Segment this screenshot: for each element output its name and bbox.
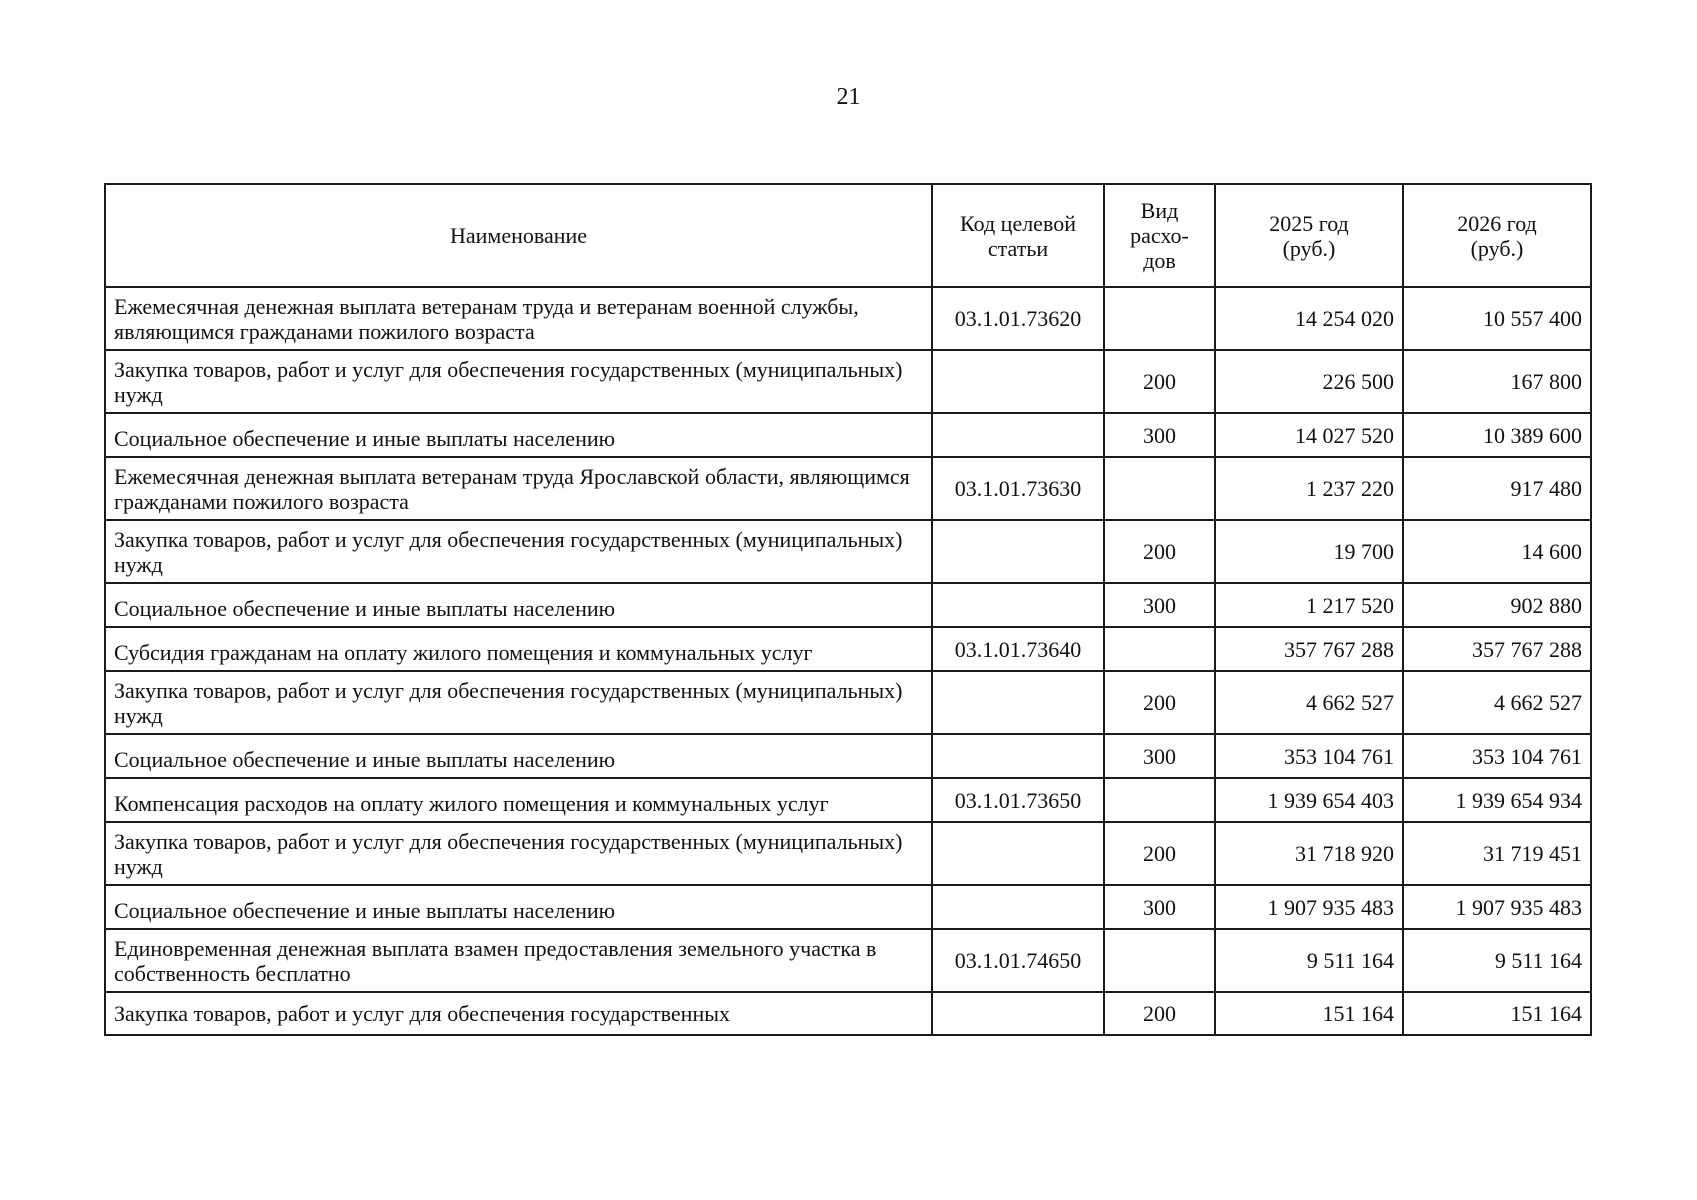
cell-code: [932, 734, 1104, 778]
cell-code: [932, 822, 1104, 885]
cell-2026: 10 389 600: [1403, 413, 1591, 457]
table-row: [105, 583, 1591, 627]
cell-name: Единовременная денежная выплата взамен предоставления земельного участка в собственность бесплатно: [105, 929, 932, 992]
table-row: [105, 627, 1591, 671]
header-type-line-1: Вид: [1140, 198, 1179, 223]
cell-type: 200: [1104, 350, 1215, 413]
table-row: [105, 520, 1591, 583]
cell-2026: 1 907 935 483: [1403, 885, 1591, 929]
cell-type: 200: [1104, 520, 1215, 583]
cell-type: 300: [1104, 734, 1215, 778]
cell-code: [932, 520, 1104, 583]
budget-table: [104, 183, 1592, 1036]
cell-2026: 10 557 400: [1403, 287, 1591, 350]
header-2026-line-2: (руб.): [1470, 235, 1524, 261]
cell-code: 03.1.01.73650: [932, 778, 1104, 822]
cell-2026: 31 719 451: [1403, 822, 1591, 885]
header-type-line-2: расхо-: [1130, 223, 1189, 248]
cell-name: Закупка товаров, работ и услуг для обеспечения государственных (муниципальных) нужд: [105, 822, 932, 885]
header-type-line-3: дов: [1143, 248, 1176, 273]
cell-2025: 19 700: [1215, 520, 1403, 583]
table-header-row: [105, 184, 1591, 287]
cell-2026: 353 104 761: [1403, 734, 1591, 778]
cell-2026: 14 600: [1403, 520, 1591, 583]
cell-name: Закупка товаров, работ и услуг для обеспечения государственных (муниципальных) нужд: [105, 350, 932, 413]
cell-2025: 1 237 220: [1215, 457, 1403, 520]
cell-type: [1104, 929, 1215, 992]
cell-2025: 1 217 520: [1215, 583, 1403, 627]
table-row: [105, 778, 1591, 822]
cell-code: [932, 583, 1104, 627]
header-name-label: Наименование: [449, 223, 588, 248]
cell-2026: 4 662 527: [1403, 671, 1591, 734]
cell-2025: 31 718 920: [1215, 822, 1403, 885]
cell-type: [1104, 778, 1215, 822]
cell-name: Закупка товаров, работ и услуг для обеспечения государственных (муниципальных) нужд: [105, 671, 932, 734]
table-row: [105, 671, 1591, 734]
cell-type: 300: [1104, 583, 1215, 627]
cell-name: Закупка товаров, работ и услуг для обеспечения государственных (муниципальных) нужд: [105, 520, 932, 583]
cell-type: 300: [1104, 413, 1215, 457]
cell-2025: 353 104 761: [1215, 734, 1403, 778]
cell-code: [932, 350, 1104, 413]
cell-2025: 9 511 164: [1215, 929, 1403, 992]
table-row: [105, 413, 1591, 457]
header-code-line-1: Код целевой: [960, 210, 1076, 236]
cell-code: 03.1.01.73620: [932, 287, 1104, 350]
header-2025: [1215, 184, 1403, 287]
cell-code: [932, 413, 1104, 457]
table-row: [105, 734, 1591, 778]
cell-2026: 917 480: [1403, 457, 1591, 520]
cell-type: [1104, 457, 1215, 520]
cell-2026: 357 767 288: [1403, 627, 1591, 671]
cell-2025: 1 907 935 483: [1215, 885, 1403, 929]
header-2025-line-1: 2025 год: [1269, 210, 1349, 236]
header-2026-line-1: 2026 год: [1457, 210, 1537, 236]
cell-name: Ежемесячная денежная выплата ветеранам труда Ярославской области, являющимся гражданами пожилого возраста: [105, 457, 932, 520]
cell-2026: 167 800: [1403, 350, 1591, 413]
header-code: [932, 184, 1104, 287]
cell-code: [932, 992, 1104, 1035]
header-name: [105, 184, 932, 287]
cell-2025: 14 027 520: [1215, 413, 1403, 457]
cell-name: Закупка товаров, работ и услуг для обеспечения государственных: [105, 992, 932, 1035]
table-row: [105, 350, 1591, 413]
cell-name: Социальное обеспечение и иные выплаты населению: [105, 583, 932, 627]
table-row: [105, 457, 1591, 520]
cell-type: 200: [1104, 822, 1215, 885]
cell-type: 300: [1104, 885, 1215, 929]
table-row: [105, 287, 1591, 350]
cell-2025: 357 767 288: [1215, 627, 1403, 671]
header-2025-line-2: (руб.): [1282, 235, 1336, 261]
table-row: [105, 822, 1591, 885]
table-row: [105, 929, 1591, 992]
cell-2026: 902 880: [1403, 583, 1591, 627]
cell-2025: 226 500: [1215, 350, 1403, 413]
cell-code: [932, 885, 1104, 929]
table-row: [105, 885, 1591, 929]
table-row: [105, 992, 1591, 1035]
cell-name: Субсидия гражданам на оплату жилого помещения и коммунальных услуг: [105, 627, 932, 671]
cell-code: 03.1.01.74650: [932, 929, 1104, 992]
cell-2025: 14 254 020: [1215, 287, 1403, 350]
cell-code: 03.1.01.73630: [932, 457, 1104, 520]
cell-name: Ежемесячная денежная выплата ветеранам труда и ветеранам военной службы, являющимся гражданами пожилого возраста: [105, 287, 932, 350]
cell-code: 03.1.01.73640: [932, 627, 1104, 671]
cell-name: Социальное обеспечение и иные выплаты населению: [105, 734, 932, 778]
cell-type: [1104, 627, 1215, 671]
header-code-line-2: статьи: [987, 235, 1049, 261]
cell-2026: 1 939 654 934: [1403, 778, 1591, 822]
header-type: [1104, 184, 1215, 287]
page-number: 21: [836, 84, 861, 110]
cell-code: [932, 671, 1104, 734]
header-2026: [1403, 184, 1591, 287]
cell-2026: 9 511 164: [1403, 929, 1591, 992]
cell-name: Социальное обеспечение и иные выплаты населению: [105, 413, 932, 457]
cell-type: [1104, 287, 1215, 350]
cell-2025: 151 164: [1215, 992, 1403, 1035]
cell-2025: 4 662 527: [1215, 671, 1403, 734]
cell-type: 200: [1104, 671, 1215, 734]
cell-type: 200: [1104, 992, 1215, 1035]
cell-2025: 1 939 654 403: [1215, 778, 1403, 822]
cell-name: Компенсация расходов на оплату жилого помещения и коммунальных услуг: [105, 778, 932, 822]
cell-2026: 151 164: [1403, 992, 1591, 1035]
cell-name: Социальное обеспечение и иные выплаты населению: [105, 885, 932, 929]
